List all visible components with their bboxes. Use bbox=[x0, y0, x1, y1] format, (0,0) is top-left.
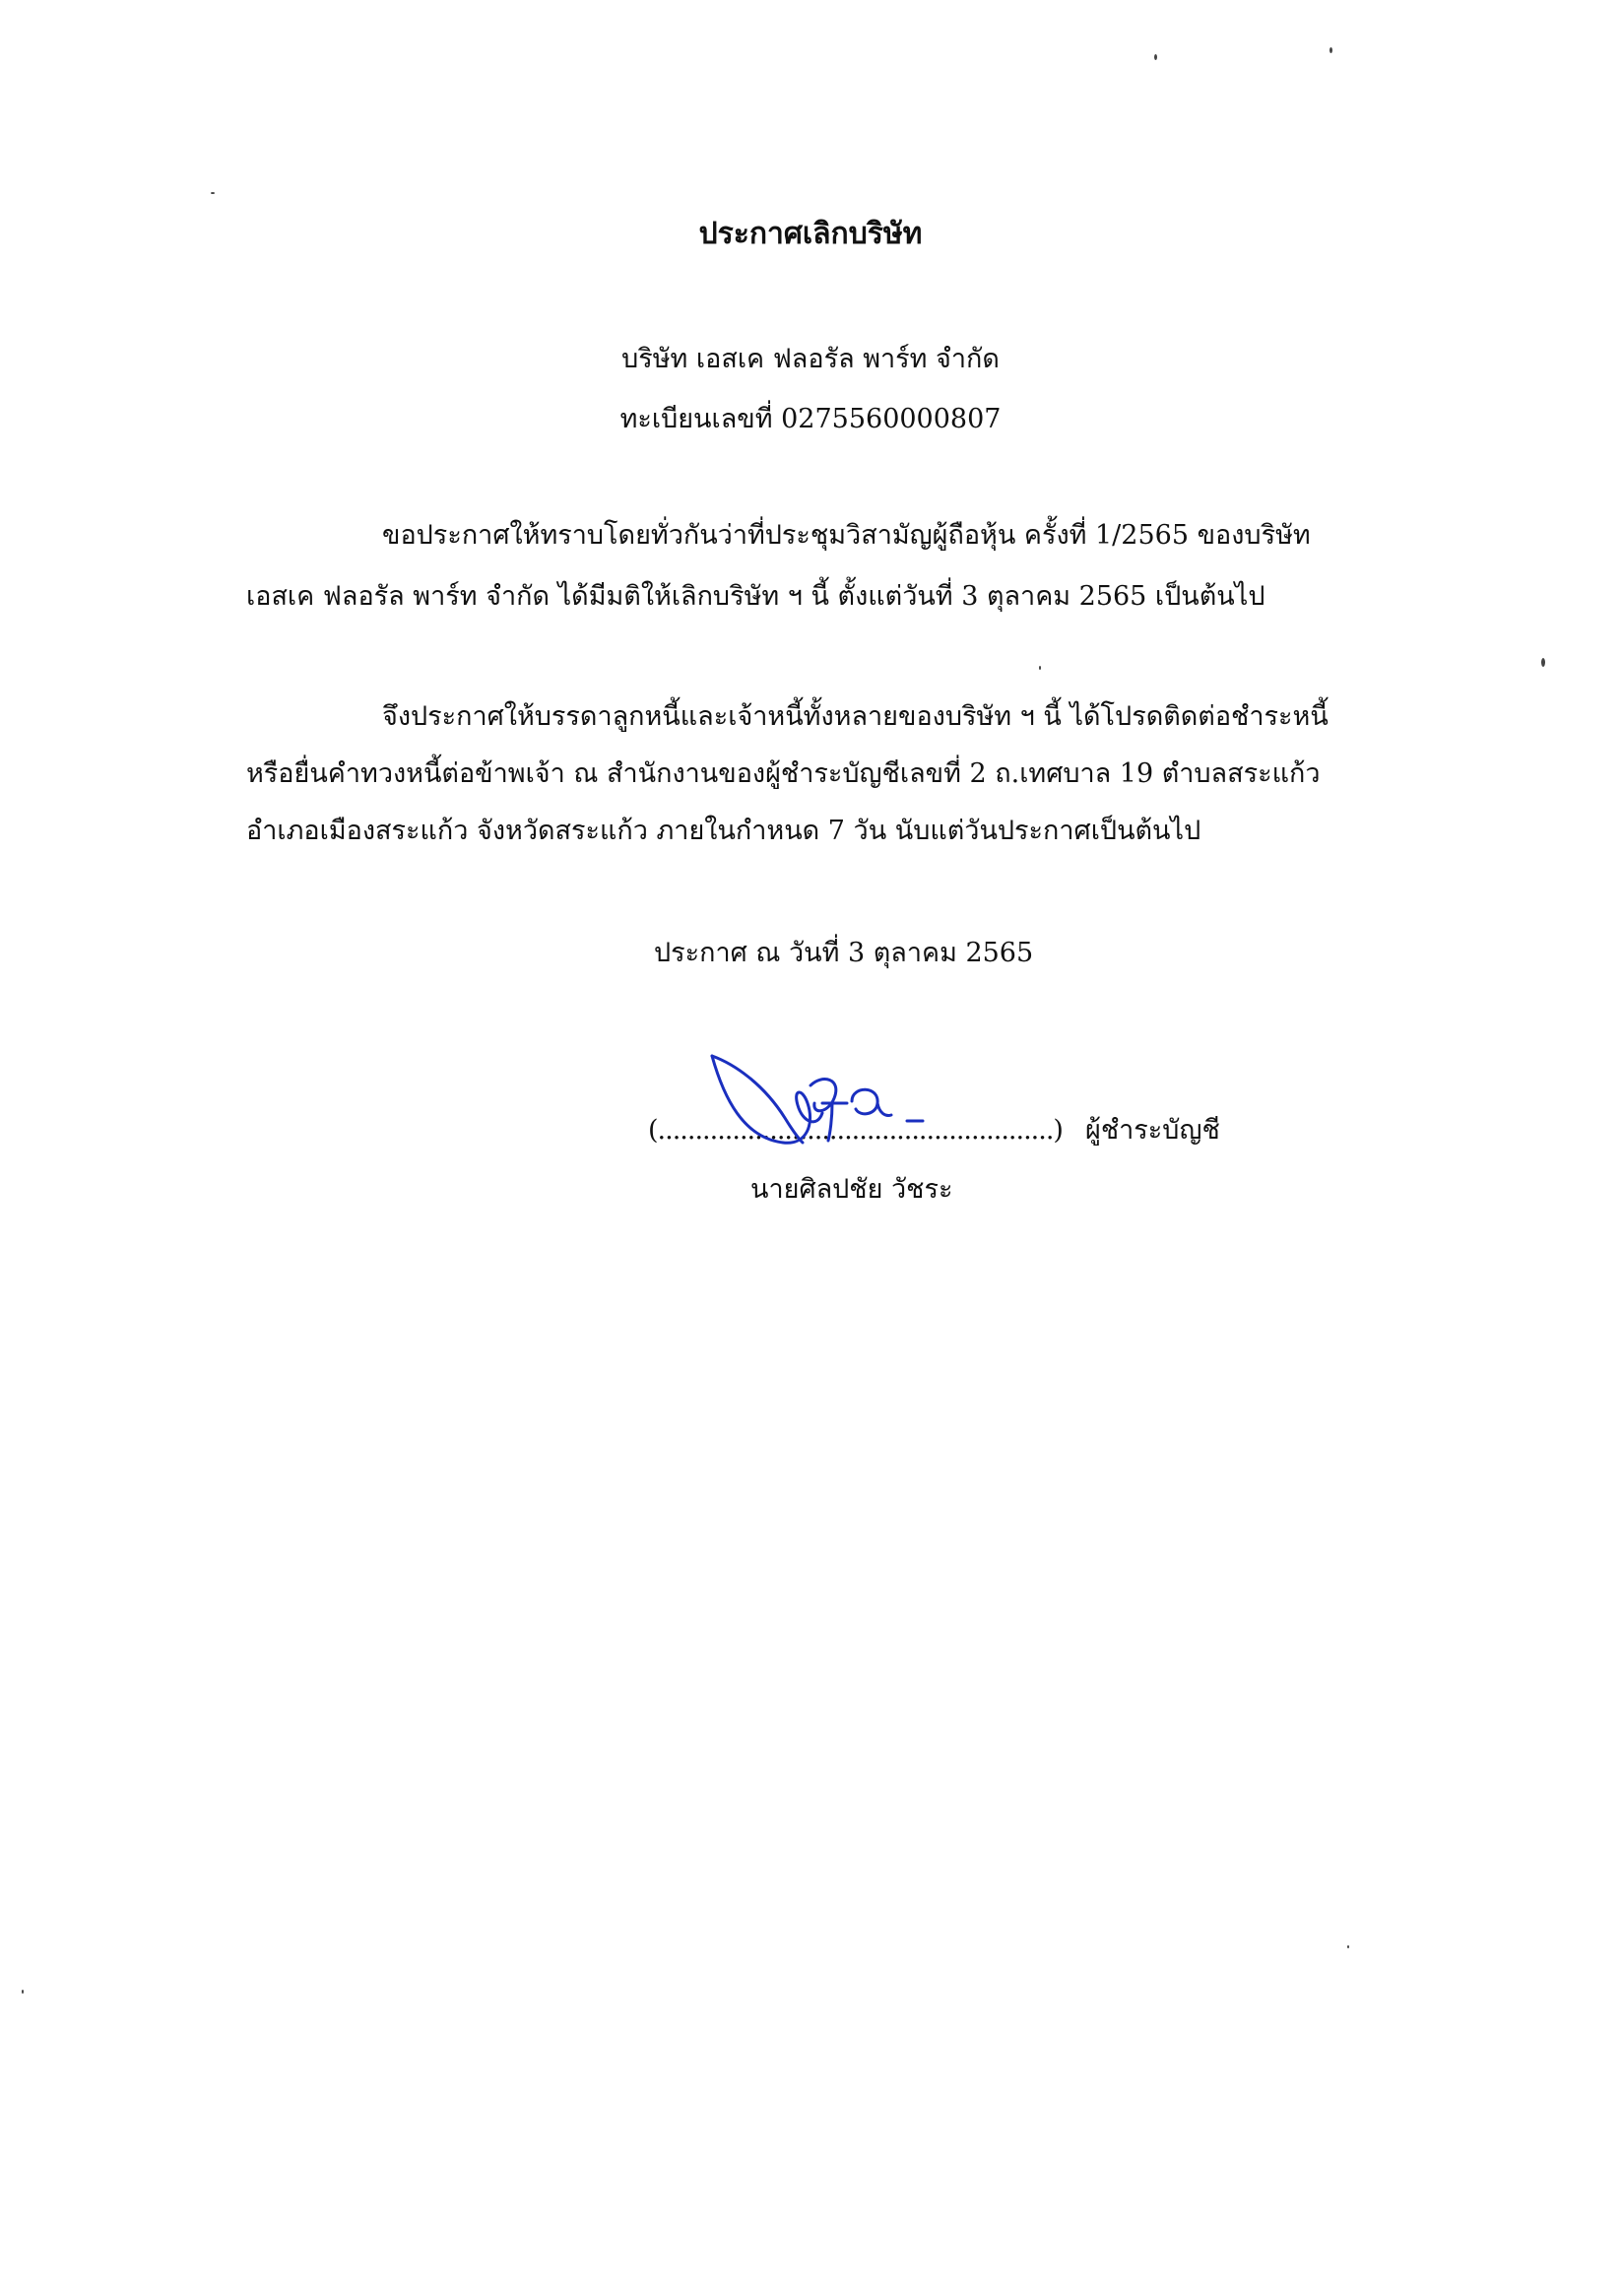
paragraph2-line1: จึงประกาศให้บรรดาลูกหนี้และเจ้าหนี้ทั้งหลายของบริษัท ฯ นี้ ได้โปรดติดต่อชำระหนี้ bbox=[382, 701, 1329, 732]
paragraph1-line1: ขอประกาศให้ทราบโดยทั่วกันว่าที่ประชุมวิสามัญผู้ถือหุ้น ครั้งที่ 1/2565 ของบริษัท bbox=[382, 520, 1311, 551]
registration-number: ทะเบียนเลขที่ 0275560000807 bbox=[619, 404, 1002, 434]
paragraph2-line2: หรือยื่นคำทวงหนี้ต่อข้าพเจ้า ณ สำนักงานของผู้ชำระบัญชีเลขที่ 2 ถ.เทศบาล 19 ตำบลสระแก้ว bbox=[246, 758, 1321, 789]
signer-role: ผู้ชำระบัญชี bbox=[1085, 1115, 1220, 1146]
scan-speck bbox=[1154, 54, 1157, 60]
scan-speck bbox=[211, 192, 215, 194]
company-name: บริษัท เอสเค ฟลอรัล พาร์ท จำกัด bbox=[621, 344, 1000, 374]
scan-speck bbox=[1329, 47, 1332, 53]
scan-speck bbox=[1347, 1945, 1349, 1948]
paragraph1-line2: เอสเค ฟลอรัล พาร์ท จำกัด ได้มีมติให้เลิกบริษัท ฯ นี้ ตั้งแต่วันที่ 3 ตุลาคม 2565 เป็นต้นไป bbox=[246, 581, 1265, 612]
scan-speck bbox=[1541, 658, 1545, 667]
announce-date: ประกาศ ณ วันที่ 3 ตุลาคม 2565 bbox=[654, 938, 1034, 968]
document-title: ประกาศเลิกบริษัท bbox=[698, 217, 923, 251]
signer-name: นายศิลปชัย วัชระ bbox=[750, 1174, 953, 1205]
scan-speck bbox=[1039, 666, 1041, 670]
signature-dotted-line: (.....................................................) bbox=[648, 1115, 1063, 1146]
paragraph2-line3: อำเภอเมืองสระแก้ว จังหวัดสระแก้ว ภายในกำหนด 7 วัน นับแต่วันประกาศเป็นต้นไป bbox=[246, 816, 1201, 846]
signature-icon bbox=[704, 1044, 950, 1152]
scan-speck bbox=[22, 1990, 24, 1994]
